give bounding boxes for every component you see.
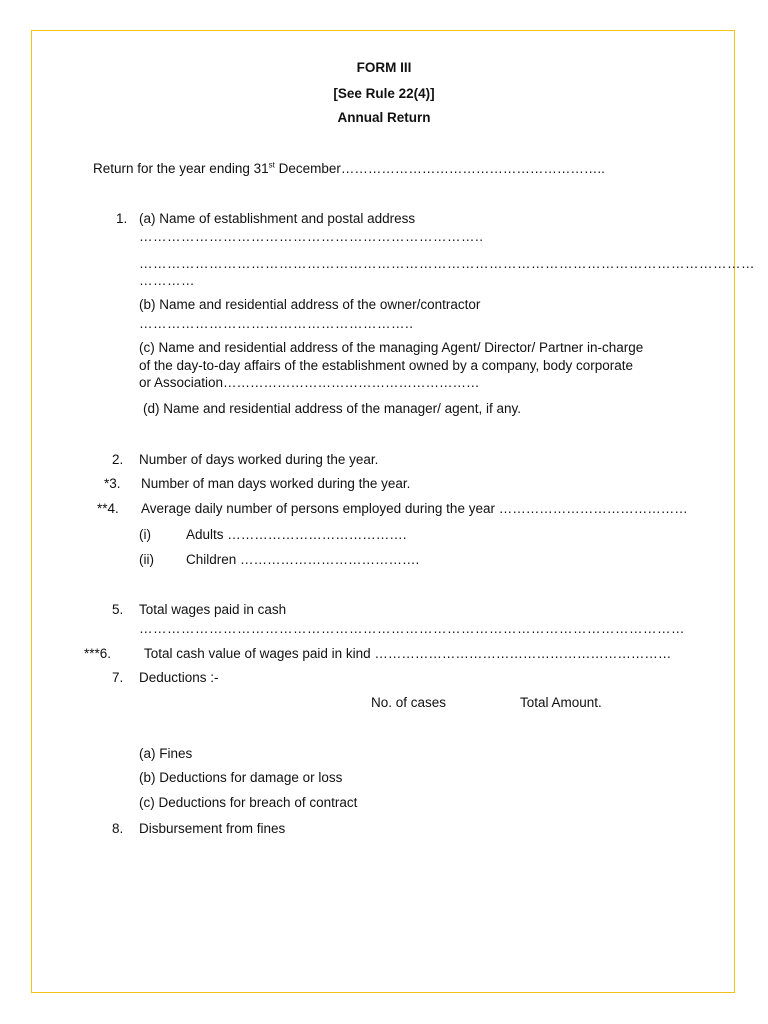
item5-dots: ……………………………………………………………………………………………………… — [139, 621, 685, 636]
item1-a-dots1: ……………………………………………………………….. — [139, 229, 484, 244]
item4-i-number: (i) — [139, 527, 151, 542]
item1-number: 1. — [116, 211, 128, 226]
form-title: FORM III — [356, 60, 412, 75]
item5-number: 5. — [112, 602, 124, 617]
return-sup: st — [268, 160, 275, 170]
form-subtitle: Annual Return — [337, 110, 431, 125]
item1-a-label: (a) Name of establishment and postal address — [139, 211, 416, 226]
item1-b-label: (b) Name and residential address of the owner/contractor — [139, 297, 481, 312]
item2-number: 2. — [112, 452, 124, 467]
item7-number: 7. — [112, 670, 124, 685]
item5-text: Total wages paid in cash — [139, 602, 287, 617]
item1-b-dots: ………………………………………………….. — [139, 316, 414, 331]
item7-col-amount: Total Amount. — [520, 695, 602, 710]
item4-i-text: Adults …………………………………. — [186, 527, 407, 542]
item1-c-line3: or Association………………………………………………… — [139, 375, 480, 390]
item7-b-damage: (b) Deductions for damage or loss — [139, 770, 343, 785]
item6-number: ***6. — [84, 646, 112, 661]
item7-text: Deductions :- — [139, 670, 219, 685]
item3-text: Number of man days worked during the year. — [141, 476, 411, 491]
item3-number: *3. — [104, 476, 121, 491]
item4-number: **4. — [97, 501, 119, 516]
item4-ii-number: (ii) — [139, 552, 154, 567]
return-suffix: December………………………………………………….. — [274, 161, 605, 176]
item6-text: Total cash value of wages paid in kind ………………………………………………………… — [144, 646, 672, 661]
item7-col-cases: No. of cases — [371, 695, 447, 710]
return-prefix: Return for the year ending 31 — [93, 161, 269, 176]
item7-a-fines: (a) Fines — [139, 746, 193, 761]
item2-text: Number of days worked during the year. — [139, 452, 379, 467]
item1-a-dots2: …………………………………………………………………………………………………………………… — [139, 256, 755, 271]
item4-text: Average daily number of persons employed during the year …………………………………… — [141, 501, 688, 516]
item1-d-label: (d) Name and residential address of the manager/ agent, if any. — [143, 401, 521, 416]
item7-c-breach: (c) Deductions for breach of contract — [139, 795, 358, 810]
item8-text: Disbursement from fines — [139, 821, 286, 836]
item8-number: 8. — [112, 821, 124, 836]
item4-ii-text: Children …………………………………. — [186, 552, 420, 567]
return-year-line — [93, 161, 605, 176]
item1-a-dots3: ………… — [139, 273, 195, 288]
item1-c-line1: (c) Name and residential address of the managing Agent/ Director/ Partner in-charge — [139, 340, 644, 355]
form-rule: [See Rule 22(4)] — [333, 86, 435, 101]
item1-c-line2: of the day-to-day affairs of the establishment owned by a company, body corporate — [139, 358, 634, 373]
